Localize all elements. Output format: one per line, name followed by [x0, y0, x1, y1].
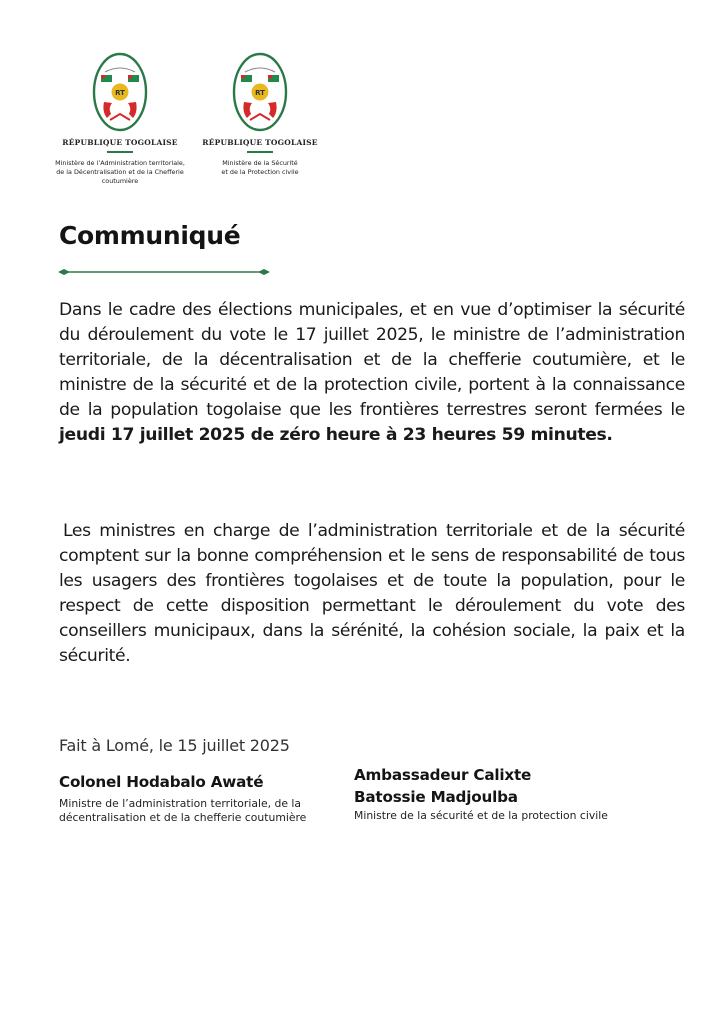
right-ministry-header: [195, 50, 325, 177]
svg-text:RT: RT: [255, 89, 265, 97]
green-rule: [107, 151, 133, 153]
svg-text:RT: RT: [115, 89, 125, 97]
title-divider: [58, 267, 270, 277]
dateline: Fait à Lomé, le 15 juillet 2025: [59, 736, 290, 755]
signatory-left-title: Ministre de l’administration territoriale, de la décentralisation et de la chefferie coutumière: [59, 797, 307, 824]
closure-date-emphasis: jeudi 17 juillet 2025 de zéro heure à 23 heures 59 minutes.: [59, 425, 613, 445]
republic-label: RÉPUBLIQUE TOGOLAISE: [62, 138, 178, 147]
ministry-name: Ministère de l’Administration territoriale, de la Décentralisation et de la Chefferie coutumière: [55, 159, 185, 185]
green-rule: [247, 151, 273, 153]
coat-of-arms-emblem-left: [91, 50, 149, 134]
left-ministry-header: [40, 50, 200, 186]
signatory-right-title: Ministre de la sécurité et de la protection civile: [354, 809, 608, 822]
republic-label: RÉPUBLIQUE TOGOLAISE: [202, 138, 318, 147]
signatory-left-name: Colonel Hodabalo Awaté: [59, 773, 264, 791]
coat-of-arms-emblem-right: [231, 50, 289, 134]
document-title: Communiqué: [59, 221, 241, 250]
paragraph-announcement: Dans le cadre des élections municipales, et en vue d’optimiser la sécurité du déroulement du vote le 17 juillet 2025, le ministre de l’administration territoriale, de la décentralisation et de la chefferie coutumière, et le ministre de la sécurité et de la protection civile, portent à la connaissance de la population togolaise que les frontières terrestres seront fermées le jeudi 17 juillet 2025 de zéro heure à 23 heures 59 minutes.: [59, 300, 685, 445]
letterhead: [40, 50, 340, 200]
ministry-name: Ministère de la Sécurité et de la Protection civile: [221, 159, 299, 176]
paragraph-appeal: Les ministres en charge de l’administration territoriale et de la sécurité comptent sur la bonne compréhension et le sens de responsabilité de tous les usagers des frontières togolaises et de toute la population, pour le respect de cette disposition permettant le déroulement du vote des conseillers municipaux, dans la sérénité, la cohésion sociale, la paix et la sécurité.: [59, 521, 685, 666]
signatory-right-name: Ambassadeur Calixte Batossie Madjoulba: [354, 766, 532, 806]
